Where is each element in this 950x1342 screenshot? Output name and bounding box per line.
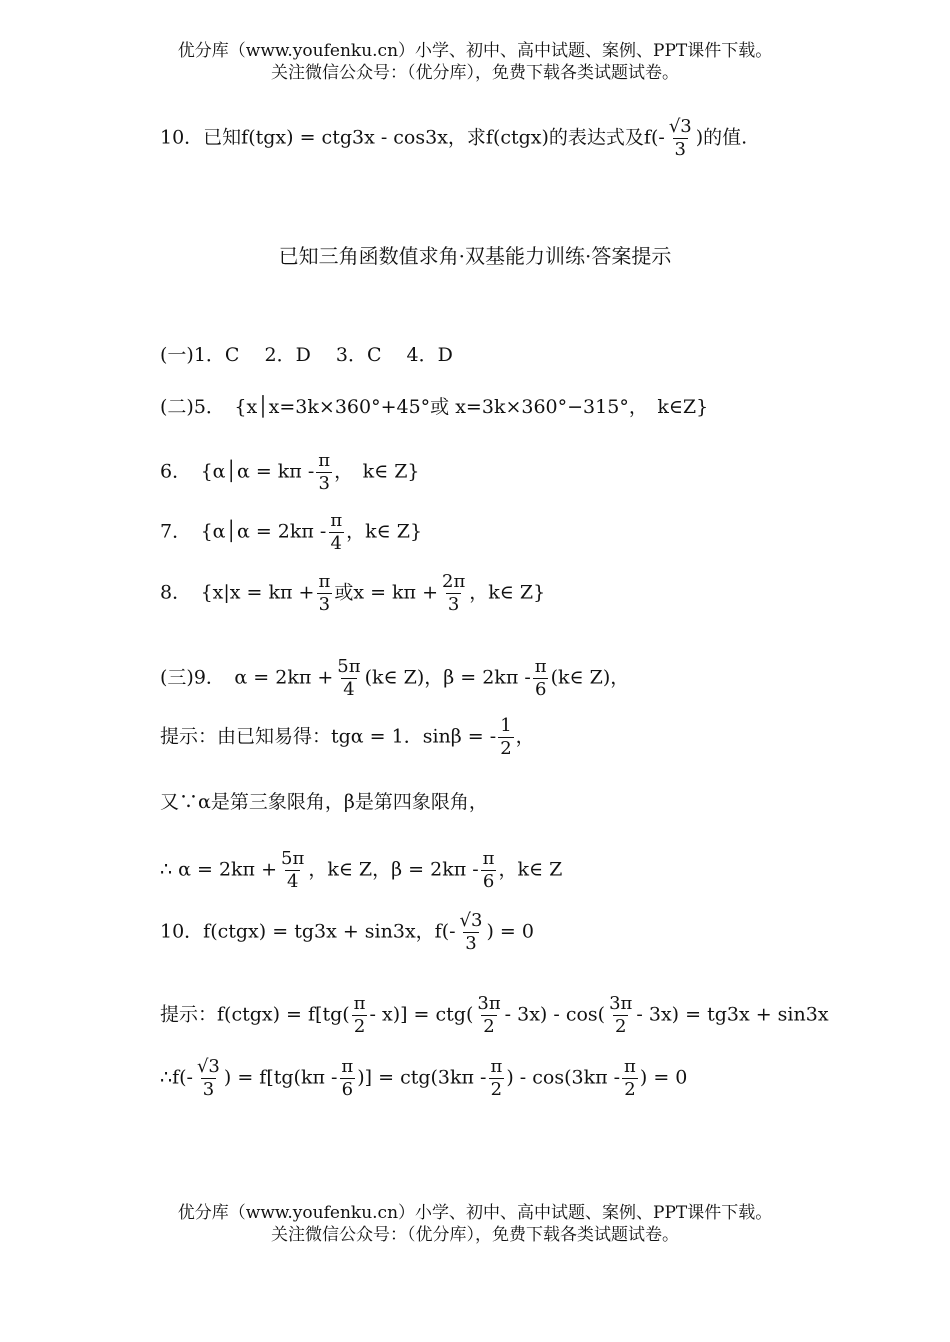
footer-line-2: 关注微信公众号：（优分库），免费下载各类试题试卷。 [271,1225,679,1245]
fraction: $\frac{1}{2}$ [500,715,512,759]
fraction: $\frac{√3}{3}$ [196,1056,220,1100]
fraction: $\frac{3\pi}{2}$ [609,993,633,1037]
fraction: $\frac{2\pi}{3}$ [442,571,466,615]
header-line-2: 关注微信公众号：（优分库），免费下载各类试题试卷。 [271,63,679,83]
header-line-1: 优分库（www.youfenku.cn）小学、初中、高中试题、案例、PPT课件下载。 [177,41,773,61]
fraction: $\frac{\pi}{2}$ [490,1056,503,1100]
fraction: $\frac{\pi}{6}$ [534,656,547,700]
problem-10: 10．已知f(tgx) = ctg3x - cos3x，求f(ctgx)的表达式及f(- $\frac{√3}{3}$ )的值. [160,116,748,160]
fraction: $\frac{√3}{3}$ [668,116,692,160]
fraction: $\frac{\pi}{6}$ [341,1056,354,1100]
fraction: $\frac{\pi}{2}$ [353,993,366,1037]
fraction: $\frac{\pi}{4}$ [330,510,343,554]
fraction: $\frac{\pi}{3}$ [318,450,331,494]
therefore-line: ∴ α = 2kπ + $\frac{5\pi}{4}$ ，k∈ Z，β = 2kπ - $\frac{\pi}{6}$ ，k∈ Z [160,848,563,892]
fraction: $\frac{√3}{3}$ [459,910,483,954]
answer-7: 7． {α│α = 2kπ - $\frac{\pi}{4}$ ，k∈ Z} [160,510,423,554]
hint-9: 提示：由已知易得：tgα = 1．sinβ = - $\frac{1}{2}$ ， [160,715,535,759]
answer-9: (三)9． α = 2kπ + $\frac{5\pi}{4}$ (k∈ Z)，β = 2kπ - $\frac{\pi}{6}$ (k∈ Z)， [160,656,630,700]
fraction: $\frac{\pi}{6}$ [482,848,495,892]
fraction: $\frac{\pi}{2}$ [624,1056,636,1100]
fraction: $\frac{5\pi}{4}$ [337,656,361,700]
answer-section-1: (一)1．C 2．D 3．C 4．D [160,344,453,366]
answer-section-2: (二)5． {x│x=3k×360°+45°或 x=3k×360°−315°， k∈Z} [160,396,709,418]
fraction: $\frac{\pi}{3}$ [318,571,331,615]
answer-6: 6． {α│α = kπ - $\frac{\pi}{3}$ ， k∈ Z} [160,450,420,494]
final-evaluation: ∴f(- $\frac{√3}{3}$ ) = f[tg(kπ - $\frac{\pi}{6}$ )] = ctg(3kπ - $\frac{\pi}{2}$ ) - cos(3kπ - $\frac{\pi}{2}$ ) = 0 [160,1056,688,1100]
answer-title: 已知三角函数值求角·双基能力训练·答案提示 [278,244,672,268]
footer-line-1: 优分库（www.youfenku.cn）小学、初中、高中试题、案例、PPT课件下载。 [177,1203,773,1223]
answer-8: 8． {x|x = kπ + $\frac{\pi}{3}$ 或x = kπ + $\frac{2\pi}{3}$ ，k∈ Z} [160,571,546,615]
quadrant-note: 又∵α是第三象限角，β是第四象限角， [160,791,488,813]
hint-10: 提示：f(ctgx) = f[tg( $\frac{\pi}{2}$ - x)] = ctg( $\frac{3\pi}{2}$ - 3x) - cos( $\frac{3\pi}{2}$ - 3x) = tg3x + sin3x [160,993,829,1037]
fraction: $\frac{3\pi}{2}$ [477,993,501,1037]
answer-10: 10．f(ctgx) = tg3x + sin3x，f(- $\frac{√3}{3}$ ) = 0 [160,910,534,954]
fraction: $\frac{5\pi}{4}$ [281,848,305,892]
